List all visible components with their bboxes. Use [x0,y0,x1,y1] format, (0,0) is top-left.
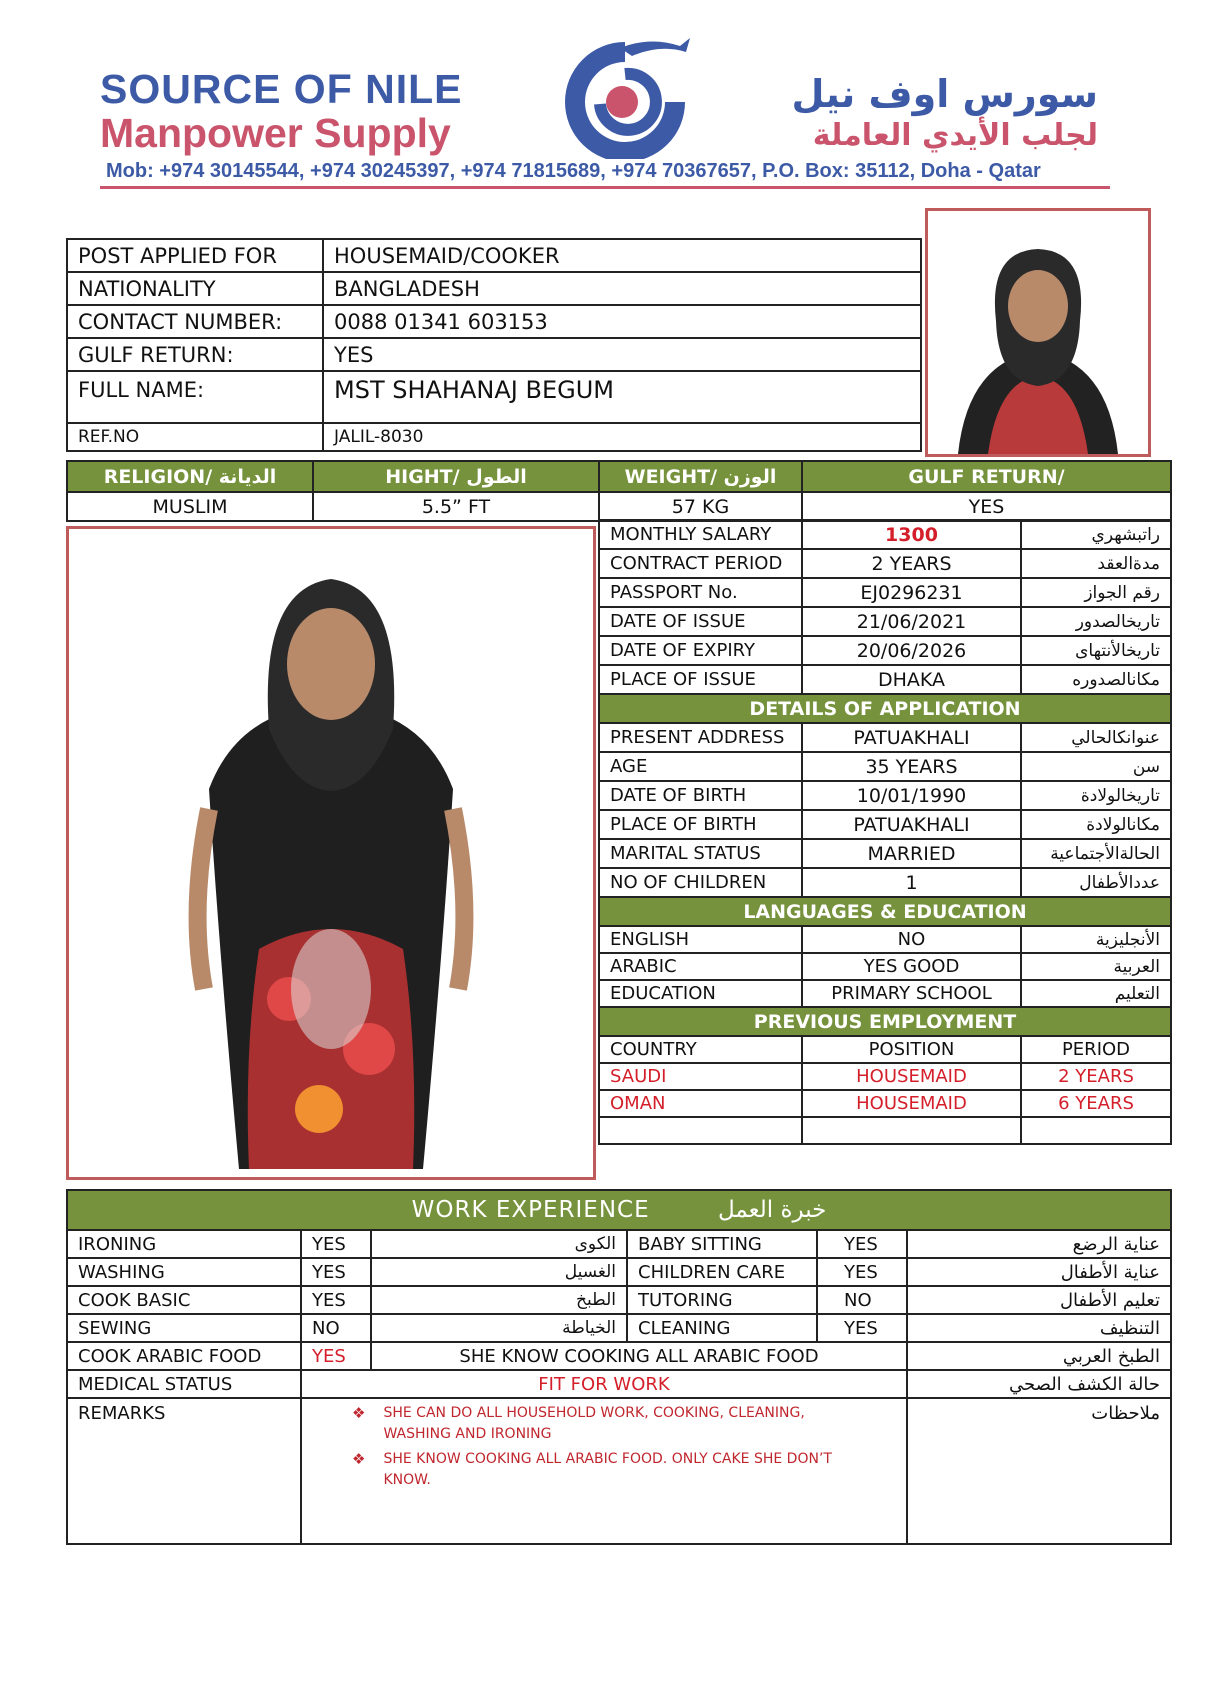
table-row [67,492,1171,521]
brand-tagline: Manpower Supply [100,110,451,156]
passport-value: EJ0296231 [802,578,1021,607]
remark-text: SHE CAN DO ALL HOUSEHOLD WORK, COOKING, CLEANING, WASHING AND IRONING [383,1405,805,1442]
marital-status-value: MARRIED [802,839,1021,868]
table-row [599,781,1171,810]
table-row [599,810,1171,839]
full-body-photo [66,526,596,1180]
table-row [67,305,921,338]
table-row [599,1090,1171,1117]
remarks-label: REMARKS [67,1398,301,1544]
birth-date-value: 10/01/1990 [802,781,1021,810]
table-row [599,1117,1171,1144]
birth-place-value: PATUAKHALI [802,810,1021,839]
skill-arabic: الخياطة [371,1314,627,1342]
expiry-date-arabic: تاريخالأنتهاى [1021,636,1171,665]
english-label: ENGLISH [599,926,802,953]
skill-arabic: الكوى [371,1230,627,1258]
post-label: POST APPLIED FOR [67,239,323,272]
arabic-label: ARABIC [599,953,802,980]
address-value: PATUAKHALI [802,723,1021,752]
skill-arabic: عناية الأطفال [907,1258,1171,1286]
table-row [67,338,921,371]
nationality-label: NATIONALITY [67,272,323,305]
birth-place-arabic: مكانالولادة [1021,810,1171,839]
skill-arabic: الطبخ [371,1286,627,1314]
details-section-title: DETAILS OF APPLICATION [599,694,1171,723]
skill-value: NO [301,1314,371,1342]
header-divider [100,186,1110,189]
gulf-return-label: GULF RETURN: [67,338,323,371]
diamond-bullet-icon: ❖ [352,1450,366,1468]
remark-item [352,1449,866,1491]
table-row [599,694,1171,723]
languages-section-title: LANGUAGES & EDUCATION [599,897,1171,926]
skill-label: SEWING [67,1314,301,1342]
table-row [67,1370,1171,1398]
physical-stats-table [66,460,1172,522]
contact-line: Mob: +974 30145544, +974 30245397, +974 71815689, +974 70367657, P.O. Box: 35112, Doha - Qatar [106,160,1041,182]
skill-value: YES [817,1258,907,1286]
table-row [67,1398,1171,1544]
applicant-info-table [66,238,922,452]
empty-cell [802,1117,1021,1144]
brand-name-arabic: سورس اوف نيل [791,72,1098,116]
education-arabic: التعليم [1021,980,1171,1007]
table-row [599,752,1171,781]
employment-country: SAUDI [599,1063,802,1090]
skill-label: WASHING [67,1258,301,1286]
table-row [599,897,1171,926]
skill-value: NO [817,1286,907,1314]
arabic-value: YES GOOD [802,953,1021,980]
table-row [67,272,921,305]
children-arabic: عددالأطفال [1021,868,1171,897]
table-row [67,1258,1171,1286]
education-value: PRIMARY SCHOOL [802,980,1021,1007]
children-label: NO OF CHILDREN [599,868,802,897]
table-row [599,1036,1171,1063]
height-header: HIGHT/ الطول [313,461,599,492]
expiry-date-label: DATE OF EXPIRY [599,636,802,665]
weight-header: WEIGHT/ الوزن [599,461,802,492]
contact-label: CONTACT NUMBER: [67,305,323,338]
table-row [599,980,1171,1007]
birth-date-arabic: تاريخالولادة [1021,781,1171,810]
work-experience-title [67,1190,1171,1230]
expiry-date-value: 20/06/2026 [802,636,1021,665]
issue-date-label: DATE OF ISSUE [599,607,802,636]
table-row [67,1342,1171,1370]
brand-name: SOURCE OF NILE [100,66,463,112]
employment-period: 2 YEARS [1021,1063,1171,1090]
details-table [598,519,1172,1145]
skill-value: YES [817,1314,907,1342]
full-name-label: FULL NAME: [67,371,323,423]
table-row [599,868,1171,897]
children-value: 1 [802,868,1021,897]
gulf-return-stat-value: YES [802,492,1171,521]
marital-status-label: MARITAL STATUS [599,839,802,868]
passport-photo [925,208,1151,457]
education-label: EDUCATION [599,980,802,1007]
skill-value: YES [817,1230,907,1258]
ref-value: JALIL-8030 [323,423,921,451]
address-label: PRESENT ADDRESS [599,723,802,752]
country-header: COUNTRY [599,1036,802,1063]
position-header: POSITION [802,1036,1021,1063]
skill-value: YES [301,1258,371,1286]
religion-header: RELIGION/ الديانة [67,461,313,492]
work-experience-table [66,1189,1172,1545]
arabic-food-arabic: الطبخ العربي [907,1342,1171,1370]
birth-date-label: DATE OF BIRTH [599,781,802,810]
table-row [67,461,1171,492]
contact-value: 0088 01341 603153 [323,305,921,338]
skill-arabic: التنظيف [907,1314,1171,1342]
ref-label: REF.NO [67,423,323,451]
birth-place-label: PLACE OF BIRTH [599,810,802,839]
empty-cell [1021,1117,1171,1144]
address-arabic: عنوانكالحالي [1021,723,1171,752]
gulf-return-header: GULF RETURN/ [802,461,1171,492]
skill-label: CLEANING [627,1314,817,1342]
issue-place-value: DHAKA [802,665,1021,694]
skill-label: COOK BASIC [67,1286,301,1314]
issue-date-value: 21/06/2021 [802,607,1021,636]
issue-place-label: PLACE OF ISSUE [599,665,802,694]
post-value: HOUSEMAID/COOKER [323,239,921,272]
marital-status-arabic: الحالةالأجتماعية [1021,839,1171,868]
work-title-ar: خبرة العمل [717,1197,827,1223]
weight-value: 57 KG [599,492,802,521]
table-row [599,636,1171,665]
nationality-value: BANGLADESH [323,272,921,305]
full-name-value: MST SHAHANAJ BEGUM [323,371,921,423]
table-row [599,839,1171,868]
skill-arabic: عناية الرضع [907,1230,1171,1258]
remarks-content [301,1398,907,1544]
salary-label: MONTHLY SALARY [599,520,802,549]
empty-cell [599,1117,802,1144]
skill-label: TUTORING [627,1286,817,1314]
employment-period: 6 YEARS [1021,1090,1171,1117]
table-row [599,549,1171,578]
table-row [599,1063,1171,1090]
salary-value: 1300 [802,520,1021,549]
table-row [599,723,1171,752]
table-row [67,239,921,272]
period-header: PERIOD [1021,1036,1171,1063]
diamond-bullet-icon: ❖ [352,1404,366,1422]
age-value: 35 YEARS [802,752,1021,781]
skill-label: BABY SITTING [627,1230,817,1258]
english-value: NO [802,926,1021,953]
table-row [67,371,921,423]
age-label: AGE [599,752,802,781]
portrait-figure [928,211,1148,454]
contract-period-arabic: مدةالعقد [1021,549,1171,578]
employment-section-title: PREVIOUS EMPLOYMENT [599,1007,1171,1036]
age-arabic: سن [1021,752,1171,781]
employment-position: HOUSEMAID [802,1090,1021,1117]
table-row [599,1007,1171,1036]
medical-arabic: حالة الكشف الصحي [907,1370,1171,1398]
medical-value: FIT FOR WORK [301,1370,907,1398]
remark-item [352,1403,866,1445]
passport-arabic: رقم الجواز [1021,578,1171,607]
skill-label: IRONING [67,1230,301,1258]
employment-country: OMAN [599,1090,802,1117]
skill-arabic: الغسيل [371,1258,627,1286]
medical-label: MEDICAL STATUS [67,1370,301,1398]
arabic-food-label: COOK ARABIC FOOD [67,1342,301,1370]
skill-arabic: تعليم الأطفال [907,1286,1171,1314]
table-row [67,1286,1171,1314]
skill-value: YES [301,1230,371,1258]
table-row [599,953,1171,980]
work-title-en: WORK EXPERIENCE [411,1197,650,1223]
table-row [599,607,1171,636]
skill-value: YES [301,1286,371,1314]
remarks-arabic: ملاحظات [907,1398,1171,1544]
skill-label: CHILDREN CARE [627,1258,817,1286]
table-row [599,926,1171,953]
table-row [599,520,1171,549]
english-arabic: الأنجليزية [1021,926,1171,953]
height-value: 5.5” FT [313,492,599,521]
table-row [67,1190,1171,1230]
issue-date-arabic: تاريخالصدور [1021,607,1171,636]
table-row [67,1230,1171,1258]
brand-tagline-arabic: لجلب الأيدي العاملة [812,118,1098,153]
employment-position: HOUSEMAID [802,1063,1021,1090]
arabic-food-value: YES [301,1342,371,1370]
contract-period-value: 2 YEARS [802,549,1021,578]
issue-place-arabic: مكانالصدوره [1021,665,1171,694]
religion-value: MUSLIM [67,492,313,521]
remark-text: SHE KNOW COOKING ALL ARABIC FOOD. ONLY CAKE SHE DON’T KNOW. [383,1451,832,1488]
table-row [599,578,1171,607]
table-row [67,1314,1171,1342]
gulf-return-value: YES [323,338,921,371]
arabic-arabic: العربية [1021,953,1171,980]
table-row [67,423,921,451]
standing-figure [69,529,593,1177]
table-row [599,665,1171,694]
arabic-food-note: SHE KNOW COOKING ALL ARABIC FOOD [371,1342,907,1370]
salary-arabic: راتبشهري [1021,520,1171,549]
company-logo [550,34,700,159]
passport-label: PASSPORT No. [599,578,802,607]
contract-period-label: CONTRACT PERIOD [599,549,802,578]
